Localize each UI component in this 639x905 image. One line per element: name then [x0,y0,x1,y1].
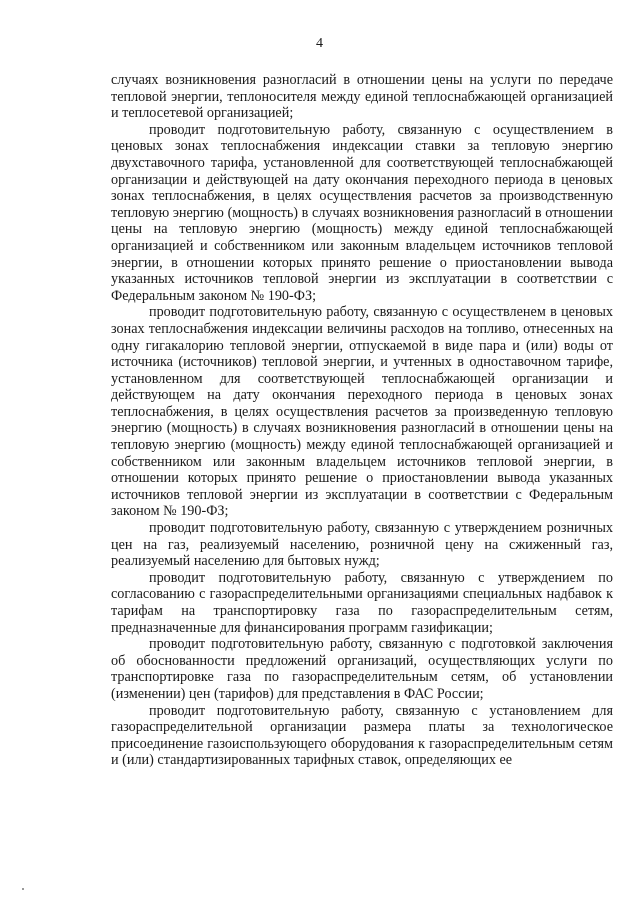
scan-artifact-dot [22,888,24,890]
paragraph-gasification-surcharges: проводит подготовительную работу, связанную с утверждением по согласованию с газораспределительными организациями специальных надбавок к тарифам на транспортировку газа по газораспределительным сетям, предназначенные для финансирования программ газификации; [111,569,613,636]
paragraph-retail-gas-prices: проводит подготовительную работу, связанную с утверждением розничных цен на газ, реализуемый населению, розничной цену на сжиженный газ, реализуемый населению для бытовых нужд; [111,520,613,570]
paragraph-fuel-cost-indexation: проводит подготовительную работу, связанную с осуществленем в ценовых зонах теплоснабжения индексации величины расходов на топливо, отнесенных на одну гигакалорию тепловой энергии, отпускаемой в виде пара и (или) воды от источника (источников) тепловой энергии, и учтенных в одноставочном тарифе, установленном для соответствующей теплоснабжающей организации и действующем на дату окончания переходного периода в ценовых зонах теплоснабжения, в целях осуществления расчетов за произведенную тепловую энергию (мощность) в случаях возникновения разногласий в отношении цены на тепловую энергию (мощность) между единой теплоснабжающей организацией и собственником или законным владельцем источников тепловой энергии, в отношении которых принято решение о приостановлении вывода указанных источников тепловой энергии из эксплуатации в соответствии с Федеральным законом № 190-ФЗ; [111,304,613,520]
paragraph-connection-fee: проводит подготовительную работу, связанную с установлением для газораспределительной организации размера платы за технологическое присоединение газоиспользующего оборудования к газораспределительным сетям и (или) стандартизированных тарифных ставок, определяющих ее [111,702,613,769]
page-number: 4 [316,36,323,51]
paragraph-fas-conclusion: проводит подготовительную работу, связанную с подготовкой заключения об обоснованности предложений организаций, осуществляющих услуги по транспортировке газа по газораспределительным сетям, об установлении (изменении) цен (тарифов) для представления в ФАС России; [111,636,613,702]
paragraph-two-part-tariff-indexation: проводит подготовительную работу, связанную с осуществлением в ценовых зонах теплоснабжения индексации ставки за тепловую энергию двухставочного тарифа, установленной для соответствующей теплоснабжающей организации и действующей на дату окончания переходного периода в ценовых зонах теплоснабжения, в целях осуществления расчетов за производственную тепловую энергию (мощность) в случаях возникновения разногласий в отношении цены на тепловую энергию (мощность) между единой теплоснабжающей организацией и собственником или законным владельцем источников тепловой энергии, в отношении которых принято решение о приостановлении вывода указанных источников тепловой энергии из эксплуатации в соответствии с Федеральным законом № 190-ФЗ; [111,121,613,304]
document-body [111,72,613,769]
paragraph-continuation: случаях возникновения разногласий в отношении цены на услуги по передаче тепловой энергии, теплоносителя между единой теплоснабжающей организацией и теплосетевой организацией; [111,72,613,122]
